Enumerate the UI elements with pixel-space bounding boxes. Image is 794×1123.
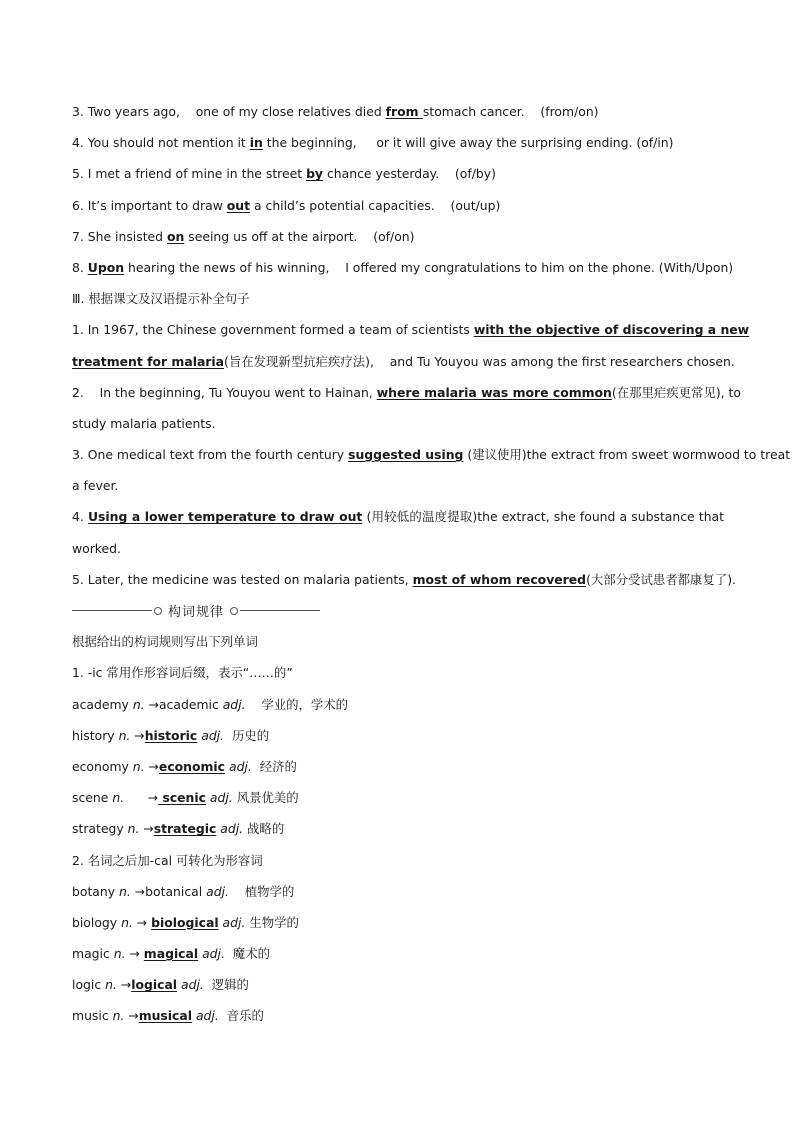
answer: by bbox=[306, 166, 324, 182]
word-row: history n. →historic adj. 历史的 bbox=[72, 727, 270, 743]
exercise-item-7: 7. She insisted on seeing us off at the airport. (of/on) bbox=[72, 228, 415, 244]
sentence-3-line-1: 3. One medical text from the fourth century suggested using (建议使用)the extract from sweet wormwood to treat bbox=[72, 447, 791, 463]
divider-line bbox=[240, 610, 320, 611]
rule-2: 2. 名词之后加-cal 可转化为形容词 bbox=[72, 852, 263, 868]
answer: out bbox=[226, 197, 251, 213]
answer: where malaria was more common bbox=[376, 384, 612, 400]
answer: Using a lower temperature to draw out bbox=[87, 509, 363, 525]
word-formation-section bbox=[72, 595, 724, 1032]
answer: treatment for malaria bbox=[72, 353, 225, 369]
preposition-exercise bbox=[72, 96, 734, 283]
exercise-item-5: 5. I met a friend of mine in the street by chance yesterday. (of/by) bbox=[72, 166, 496, 182]
sentence-3-line-2: a fever. bbox=[72, 478, 119, 494]
sentence-2-line-1: 2. In the beginning, Tu Youyou went to Hainan, where malaria was more common(在那里疟疾更常见), to bbox=[72, 384, 741, 400]
section-title: 构词规律 bbox=[168, 605, 225, 621]
sentence-5: 5. Later, the medicine was tested on malaria patients, most of whom recovered(大部分受试患者都康复了). bbox=[72, 571, 736, 587]
answer: most of whom recovered bbox=[412, 571, 587, 587]
word-row: music n. →musical adj. 音乐的 bbox=[72, 1008, 264, 1024]
sentence-2-line-2: study malaria patients. bbox=[72, 415, 216, 431]
word-row: magic n. → magical adj. 魔术的 bbox=[72, 946, 270, 962]
word-row: strategy n. →strategic adj. 战略的 bbox=[72, 821, 285, 837]
section-intro: 根据给出的构词规则写出下列单词 bbox=[72, 634, 258, 650]
exercise-item-6: 6. It’s important to draw out a child’s potential capacities. (out/up) bbox=[72, 197, 501, 213]
word-row: scene n. → scenic adj. 风景优美的 bbox=[72, 790, 299, 806]
exercise-item-4: 4. You should not mention it in the beginning, or it will give away the surprising ending. (of/in) bbox=[72, 135, 674, 151]
divider-line bbox=[72, 610, 152, 611]
divider-dot-icon bbox=[230, 607, 238, 615]
sentence-1-line-2: treatment for malaria(旨在发现新型抗疟疾疗法), and Tu Youyou was among the first researchers chosen. bbox=[72, 353, 735, 369]
answer: with the objective of discovering a new bbox=[473, 322, 750, 338]
word-row: botany n. →botanical adj. 植物学的 bbox=[72, 883, 295, 899]
answer: Upon bbox=[87, 259, 125, 275]
answer: from bbox=[385, 104, 423, 119]
word-row: economy n. →economic adj. 经济的 bbox=[72, 758, 297, 774]
word-row: biology n. → biological adj. 生物学的 bbox=[72, 914, 299, 930]
exercise-item-3: 3. Two years ago, one of my close relatives died from stomach cancer. (from/on) bbox=[72, 104, 599, 119]
sentence-completion-exercise bbox=[72, 283, 791, 595]
rule-1: 1. -ic 常用作形容词后缀，表示“……的” bbox=[72, 665, 293, 681]
answer: on bbox=[166, 228, 185, 244]
word-row: academy n. →academic adj. 学业的，学术的 bbox=[72, 696, 349, 712]
answer: in bbox=[249, 135, 263, 151]
exercise-item-8: 8. Upon hearing the news of his winning, I offered my congratulations to him on the phone. (With/Upon) bbox=[72, 259, 734, 275]
worksheet-page bbox=[72, 96, 791, 1032]
sentence-4-line-1: 4. Using a lower temperature to draw out (用较低的温度提取)the extract, she found a substance that bbox=[72, 509, 724, 525]
sentence-1-line-1: 1. In 1967, the Chinese government formed a team of scientists with the objective of discovering a new bbox=[72, 322, 750, 338]
section-heading: Ⅲ. 根据课文及汉语提示补全句子 bbox=[72, 291, 250, 307]
sentence-4-line-2: worked. bbox=[72, 540, 121, 556]
word-row: logic n. →logical adj. 逻辑的 bbox=[72, 977, 249, 993]
answer: suggested using bbox=[348, 447, 464, 463]
divider-dot-icon bbox=[154, 607, 162, 615]
section-divider bbox=[72, 595, 724, 626]
